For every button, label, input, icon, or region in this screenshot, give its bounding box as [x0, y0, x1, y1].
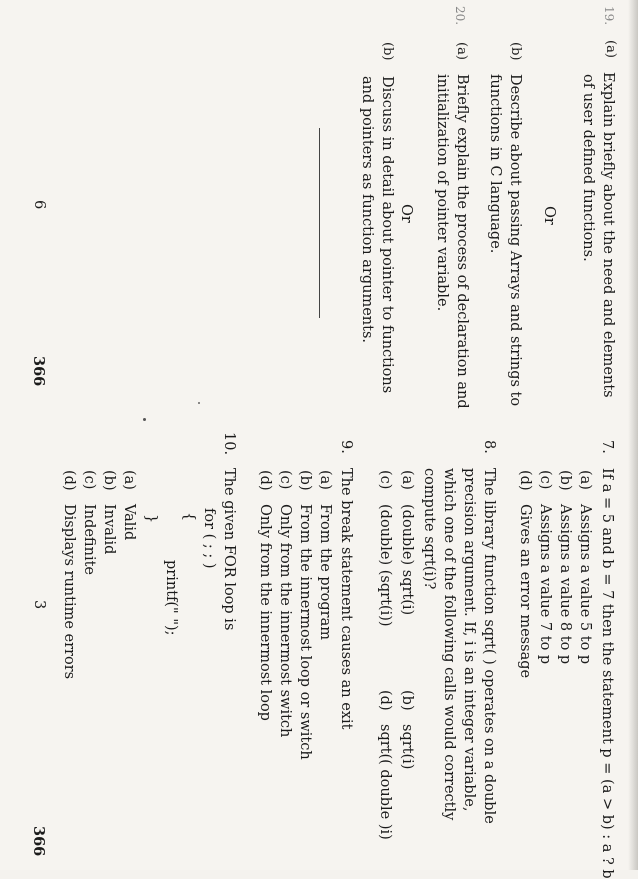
or-separator-1: Or: [541, 206, 557, 225]
q7-stem: If a = 5 and b = 7 then the statement p = (a > b) : a ? b: [599, 468, 615, 879]
question-number-19: 19.: [602, 6, 616, 26]
scan-speck: [198, 402, 200, 404]
q10-option-c: Indefinite: [81, 504, 97, 575]
q10-option-a-tag: (a): [121, 470, 137, 490]
scan-speck: [143, 418, 146, 421]
q9-option-b-tag: (b): [297, 470, 313, 491]
q19a-tag: (a): [603, 40, 618, 58]
q10-option-c-tag: (c): [81, 470, 97, 490]
q10-option-a: Valid: [121, 504, 137, 541]
q9-stem: The break statement causes an exit: [338, 468, 354, 730]
q9-option-a: From the program: [317, 504, 333, 640]
q10-option-d-tag: (d): [61, 470, 77, 491]
q20b-line2: and pointers as function arguments.: [359, 76, 375, 343]
q8-option-d-tag: (d): [377, 690, 393, 711]
question-number-20: 20.: [453, 6, 467, 26]
q20b-tag: (b): [380, 42, 395, 61]
scan-edge-shadow: [628, 0, 638, 870]
q20a-line1: Briefly explain the process of declaration and: [454, 74, 470, 409]
q8-option-a: (double) sqrt(i): [399, 504, 415, 616]
q10-code-line3: printf(" ");: [163, 560, 179, 636]
q8-option-c: (double) (sqrt(i)): [377, 504, 393, 627]
question-number-10: 10.: [221, 432, 237, 456]
q10-stem: The given FOR loop is: [221, 468, 237, 631]
paper-code-right: 366: [30, 826, 47, 857]
q19a-line1: Explain briefly about the need and elements: [600, 72, 616, 398]
page-number-6: 6: [31, 200, 47, 210]
end-of-paper-rule: [319, 128, 320, 318]
q7-option-c-tag: (c): [537, 470, 553, 490]
q20a-line2: initialization of pointer variable.: [434, 74, 450, 312]
q7-option-b-tag: (b): [557, 470, 573, 491]
q7-option-d-tag: (d): [517, 470, 533, 491]
paper-code-left: 366: [30, 356, 47, 387]
q7-option-c: Assigns a value 7 to p: [537, 504, 553, 665]
q10-code-line2: {: [181, 512, 197, 522]
q8-option-c-tag: (c): [377, 470, 393, 490]
q7-option-a: Assigns a value 5 to p: [577, 504, 593, 665]
q8-option-a-tag: (a): [399, 470, 415, 490]
q10-option-d: Displays runtime errors: [61, 504, 77, 680]
q19a-line2: of user defined functions.: [580, 74, 596, 262]
q10-option-b: Invalid: [101, 504, 117, 555]
q9-option-d: Only from the innermost loop: [257, 504, 273, 721]
q19b-tag: (b): [508, 42, 523, 61]
q19b-line2: functions in C language.: [487, 74, 503, 254]
q20b-line1: Discuss in detail about pointer to functions: [379, 76, 395, 394]
q9-option-c-tag: (c): [277, 470, 293, 490]
question-number-7: 7.: [599, 440, 615, 454]
q8-stem-line1: The library function sqrt( ) operates on a double: [481, 468, 497, 824]
q7-option-b: Assigns a value 8 to p: [557, 504, 573, 665]
q7-option-d: Gives an error message: [517, 504, 533, 679]
q7-option-a-tag: (a): [577, 470, 593, 490]
or-separator-2: Or: [398, 204, 414, 223]
q19b-line1: Describe about passing Arrays and strings to: [507, 74, 523, 407]
q10-option-b-tag: (b): [101, 470, 117, 491]
question-number-8: 8.: [481, 440, 497, 454]
q8-option-b: sqrt(i): [399, 724, 415, 770]
q20a-tag: (a): [454, 42, 469, 60]
q9-option-b: From the innermost loop or switch: [297, 504, 313, 760]
q9-option-d-tag: (d): [257, 470, 273, 491]
q9-option-a-tag: (a): [317, 470, 333, 490]
page-number-3: 3: [31, 600, 47, 610]
question-number-9: 9.: [338, 440, 354, 454]
q9-option-c: Only from the innermost switch: [277, 504, 293, 738]
q8-option-b-tag: (b): [399, 690, 415, 711]
q8-stem-line2: precision argument. If, i is an integer variable,: [461, 468, 477, 812]
q8-stem-line3: which one of the following calls would correctly: [441, 468, 457, 821]
q8-stem-line4: compute sqrt(i)?: [421, 468, 437, 590]
q10-code-line4: }: [143, 514, 159, 524]
q8-option-d: sqrt(( double )i): [377, 724, 393, 840]
q10-code-line1: for ( ; ; ): [201, 508, 217, 569]
